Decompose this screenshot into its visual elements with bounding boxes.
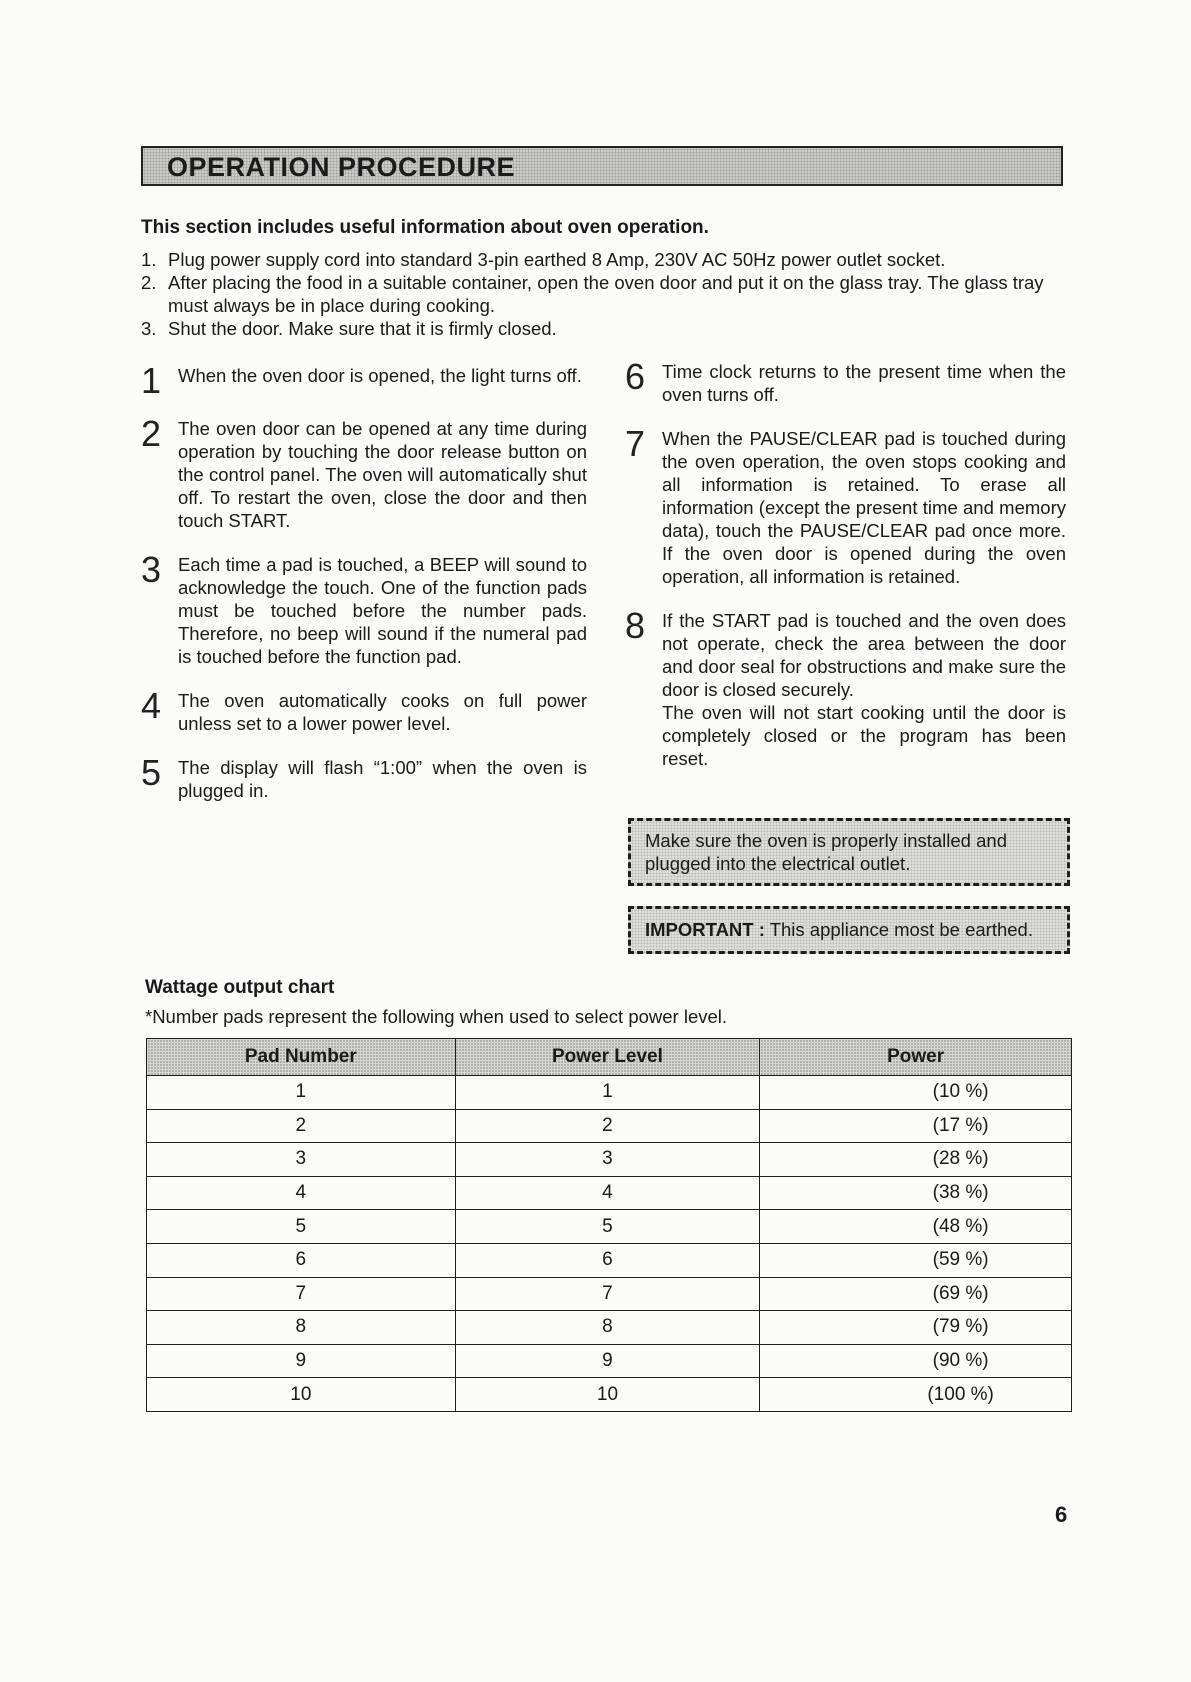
step-number: 1. xyxy=(141,249,157,270)
pad-number-cell: 6 xyxy=(147,1243,456,1277)
installation-notice-box xyxy=(628,818,1070,886)
table-header-row xyxy=(147,1039,1072,1076)
table-row xyxy=(147,1109,1072,1143)
pad-number-cell: 4 xyxy=(147,1176,456,1210)
step-text: Plug power supply cord into standard 3-pin earthed 8 Amp, 230V AC 50Hz power outlet socket. xyxy=(168,249,946,270)
note-text: Each time a pad is touched, a BEEP will sound to acknowledge the touch. One of the function pads must be touched before the number pads. Therefore, no beep will sound if the numeral pad is touched before the function pad. xyxy=(178,554,587,667)
note-text: When the PAUSE/CLEAR pad is touched during the oven operation, the oven stops cooking and all information is retained. To erase all information (except the present time and memory data), touch the PAUSE/CLEAR pad once more. If the oven door is opened during the oven operation, all information is retained. xyxy=(662,428,1066,587)
intro-text: This section includes useful information about oven operation. xyxy=(141,217,709,238)
note-text xyxy=(662,609,1066,770)
table-row xyxy=(147,1143,1072,1177)
setup-step xyxy=(141,248,1061,271)
note-item xyxy=(625,423,1066,588)
power-level-cell: 1 xyxy=(455,1076,760,1110)
note-text: The oven automatically cooks on full power unless set to a lower power level. xyxy=(178,690,587,734)
table-row xyxy=(147,1378,1072,1412)
setup-steps xyxy=(141,248,1061,340)
wattage-chart-title: Wattage output chart xyxy=(145,977,335,998)
power-level-cell: 4 xyxy=(455,1176,760,1210)
note-number: 5 xyxy=(141,752,162,793)
note-number: 1 xyxy=(141,360,162,401)
note-number: 6 xyxy=(625,356,646,397)
pad-number-cell: 9 xyxy=(147,1344,456,1378)
column-header: Power xyxy=(760,1039,1072,1076)
wattage-chart-note: *Number pads represent the following when used to select power level. xyxy=(145,1006,728,1027)
step-text: After placing the food in a suitable container, open the oven door and put it on the glass tray. The glass tray must always be in place during cooking. xyxy=(168,272,1044,316)
table-row xyxy=(147,1277,1072,1311)
power-cell: (28 %) xyxy=(760,1143,1072,1177)
note-number: 2 xyxy=(141,413,162,454)
note-text-part: If the START pad is touched and the oven does not operate, check the area between the door and door seal for obstructions and make sure the door is closed securely. xyxy=(662,610,1066,700)
power-level-cell: 3 xyxy=(455,1143,760,1177)
pad-number-cell: 5 xyxy=(147,1210,456,1244)
note-number: 8 xyxy=(625,605,646,646)
note-text: Time clock returns to the present time when the oven turns off. xyxy=(662,361,1066,405)
note-item xyxy=(625,356,1066,406)
note-item xyxy=(141,752,587,802)
section-title: OPERATION PROCEDURE xyxy=(167,152,516,182)
table-row xyxy=(147,1243,1072,1277)
power-cell: (38 %) xyxy=(760,1176,1072,1210)
power-level-cell: 2 xyxy=(455,1109,760,1143)
note-text: When the oven door is opened, the light turns off. xyxy=(178,365,582,386)
power-cell: (48 %) xyxy=(760,1210,1072,1244)
power-level-cell: 10 xyxy=(455,1378,760,1412)
power-level-cell: 8 xyxy=(455,1311,760,1345)
column-header: Power Level xyxy=(455,1039,760,1076)
power-level-cell: 9 xyxy=(455,1344,760,1378)
pad-number-cell: 2 xyxy=(147,1109,456,1143)
table-row xyxy=(147,1176,1072,1210)
note-item xyxy=(141,549,587,668)
note-item xyxy=(141,360,587,401)
power-cell: (90 %) xyxy=(760,1344,1072,1378)
pad-number-cell: 3 xyxy=(147,1143,456,1177)
important-text: This appliance most be earthed. xyxy=(769,919,1033,940)
note-number: 3 xyxy=(141,549,162,590)
notes-right-column xyxy=(625,356,1066,770)
installation-notice-text: Make sure the oven is properly installed and plugged into the electrical outlet. xyxy=(645,830,1007,874)
note-number: 4 xyxy=(141,685,162,726)
step-number: 2. xyxy=(141,272,157,293)
column-header: Pad Number xyxy=(147,1039,456,1076)
note-text: The display will flash “1:00” when the oven is plugged in. xyxy=(178,757,587,801)
power-cell: (100 %) xyxy=(760,1378,1072,1412)
pad-number-cell: 1 xyxy=(147,1076,456,1110)
power-level-cell: 5 xyxy=(455,1210,760,1244)
note-item xyxy=(141,413,587,532)
note-item xyxy=(625,605,1066,770)
section-header xyxy=(141,146,1063,186)
wattage-table xyxy=(146,1038,1072,1412)
note-text-part: The oven will not start cooking until the door is completely closed or the program has been reset. xyxy=(662,702,1066,769)
setup-step xyxy=(141,271,1061,317)
note-number: 7 xyxy=(625,423,646,464)
setup-step xyxy=(141,317,1061,340)
notes-left-column xyxy=(141,360,587,802)
page-number: 6 xyxy=(1055,1502,1068,1527)
note-item xyxy=(141,685,587,735)
table-row xyxy=(147,1210,1072,1244)
note-text: The oven door can be opened at any time during operation by touching the door release button on the control panel. The oven will automatically shut off. To restart the oven, close the door and then touch START. xyxy=(178,418,587,531)
power-level-cell: 6 xyxy=(455,1243,760,1277)
power-cell: (69 %) xyxy=(760,1277,1072,1311)
important-notice-box xyxy=(628,906,1070,954)
power-cell: (17 %) xyxy=(760,1109,1072,1143)
power-cell: (79 %) xyxy=(760,1311,1072,1345)
power-cell: (59 %) xyxy=(760,1243,1072,1277)
important-label: IMPORTANT : xyxy=(645,919,765,940)
pad-number-cell: 10 xyxy=(147,1378,456,1412)
table-row xyxy=(147,1344,1072,1378)
pad-number-cell: 7 xyxy=(147,1277,456,1311)
pad-number-cell: 8 xyxy=(147,1311,456,1345)
power-level-cell: 7 xyxy=(455,1277,760,1311)
table-row xyxy=(147,1311,1072,1345)
table-row xyxy=(147,1076,1072,1110)
step-number: 3. xyxy=(141,318,157,339)
step-text: Shut the door. Make sure that it is firmly closed. xyxy=(168,318,557,339)
power-cell: (10 %) xyxy=(760,1076,1072,1110)
